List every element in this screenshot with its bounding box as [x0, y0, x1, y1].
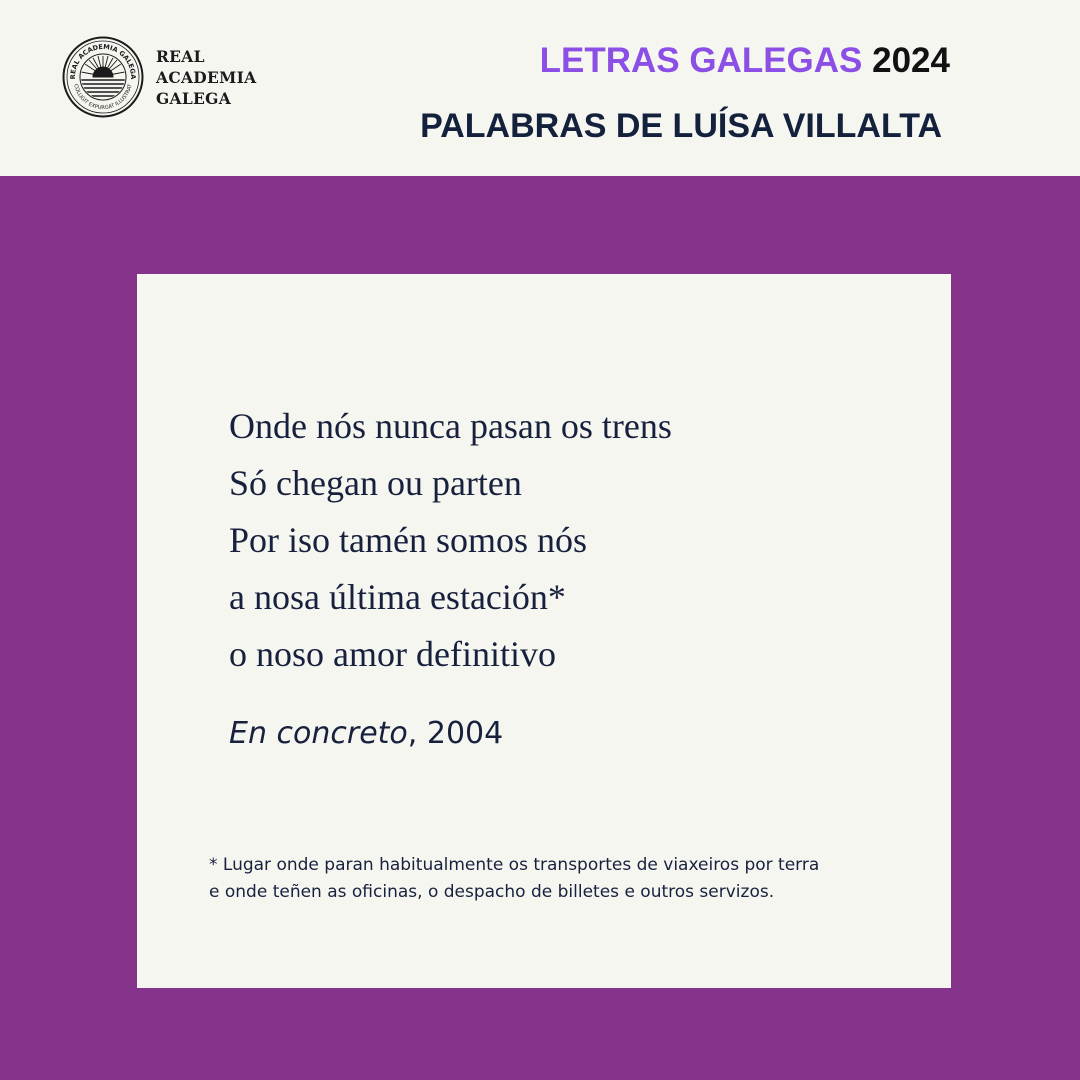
- academy-name: [156, 46, 256, 109]
- academy-name-line: GALEGA: [156, 88, 232, 108]
- svg-text:REAL ACADEMIA GALEGA: REAL ACADEMIA GALEGA: [68, 42, 138, 80]
- poem-line: Onde nós nunca pasan os trens: [229, 406, 672, 446]
- title-year: 2024: [872, 41, 950, 80]
- poem-line: o noso amor definitivo: [229, 634, 556, 674]
- academy-logo: [62, 36, 256, 118]
- page-subtitle: PALABRAS DE LUÍSA VILLALTA: [420, 107, 942, 145]
- poem: [229, 398, 672, 683]
- quote-card: [137, 274, 951, 988]
- title-accent: LETRAS GALEGAS: [539, 41, 863, 80]
- poem-line: Por iso tamén somos nós: [229, 520, 588, 560]
- academy-seal-icon: [62, 36, 144, 118]
- poem-line: a nosa última estación*: [229, 577, 566, 617]
- poem-line: Só chegan ou parten: [229, 463, 522, 503]
- header: [0, 0, 1080, 176]
- svg-text:COLLIGIT EXPURGAT ILLUSTRAT: COLLIGIT EXPURGAT ILLUSTRAT: [72, 83, 134, 112]
- academy-name-line: ACADEMIA: [156, 67, 257, 87]
- footnote-line: * Lugar onde paran habitualmente os transportes de viaxeiros por terra: [209, 855, 820, 875]
- page-title: [540, 40, 950, 82]
- academy-name-line: REAL: [156, 46, 205, 66]
- footnote-line: e onde teñen as oficinas, o despacho de billetes e outros servizos.: [209, 882, 775, 902]
- poem-source: [229, 714, 503, 754]
- source-work-title: En concreto: [229, 716, 408, 751]
- footnote: [209, 852, 819, 906]
- source-year: , 2004: [407, 716, 504, 751]
